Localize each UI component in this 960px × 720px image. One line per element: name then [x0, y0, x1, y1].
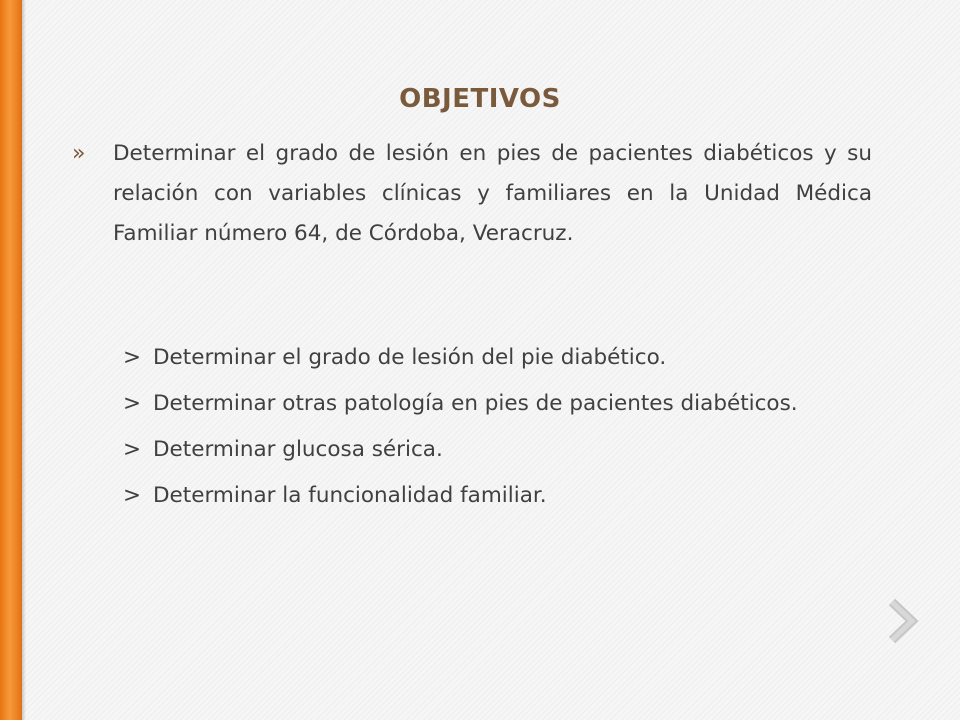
- item-marker: >: [123, 345, 142, 370]
- item-marker: >: [123, 437, 142, 462]
- list-item-text: Determinar glucosa sérica.: [153, 437, 443, 462]
- list-item-text: Determinar otras patología en pies de pacientes diabéticos.: [153, 391, 798, 416]
- bullet-marker: »: [72, 141, 86, 166]
- specific-objectives-list: [123, 340, 872, 524]
- item-marker: >: [123, 391, 142, 416]
- list-item: [123, 386, 872, 422]
- chevron-right-icon[interactable]: [882, 596, 922, 646]
- list-item-text: Determinar el grado de lesión del pie diabético.: [153, 345, 667, 370]
- list-item-text: Determinar la funcionalidad familiar.: [153, 483, 547, 508]
- slide-title: OBJETIVOS: [399, 84, 561, 114]
- list-item: [123, 478, 872, 514]
- list-item: [123, 432, 872, 468]
- main-objective: [72, 134, 872, 254]
- item-marker: >: [123, 483, 142, 508]
- main-objective-text: Determinar el grado de lesión en pies de pacientes diabéticos y su relación con variables clínicas y familiares en la Unidad Médica Familiar número 64, de Córdoba, Veracruz.: [113, 141, 872, 246]
- list-item: [123, 340, 872, 376]
